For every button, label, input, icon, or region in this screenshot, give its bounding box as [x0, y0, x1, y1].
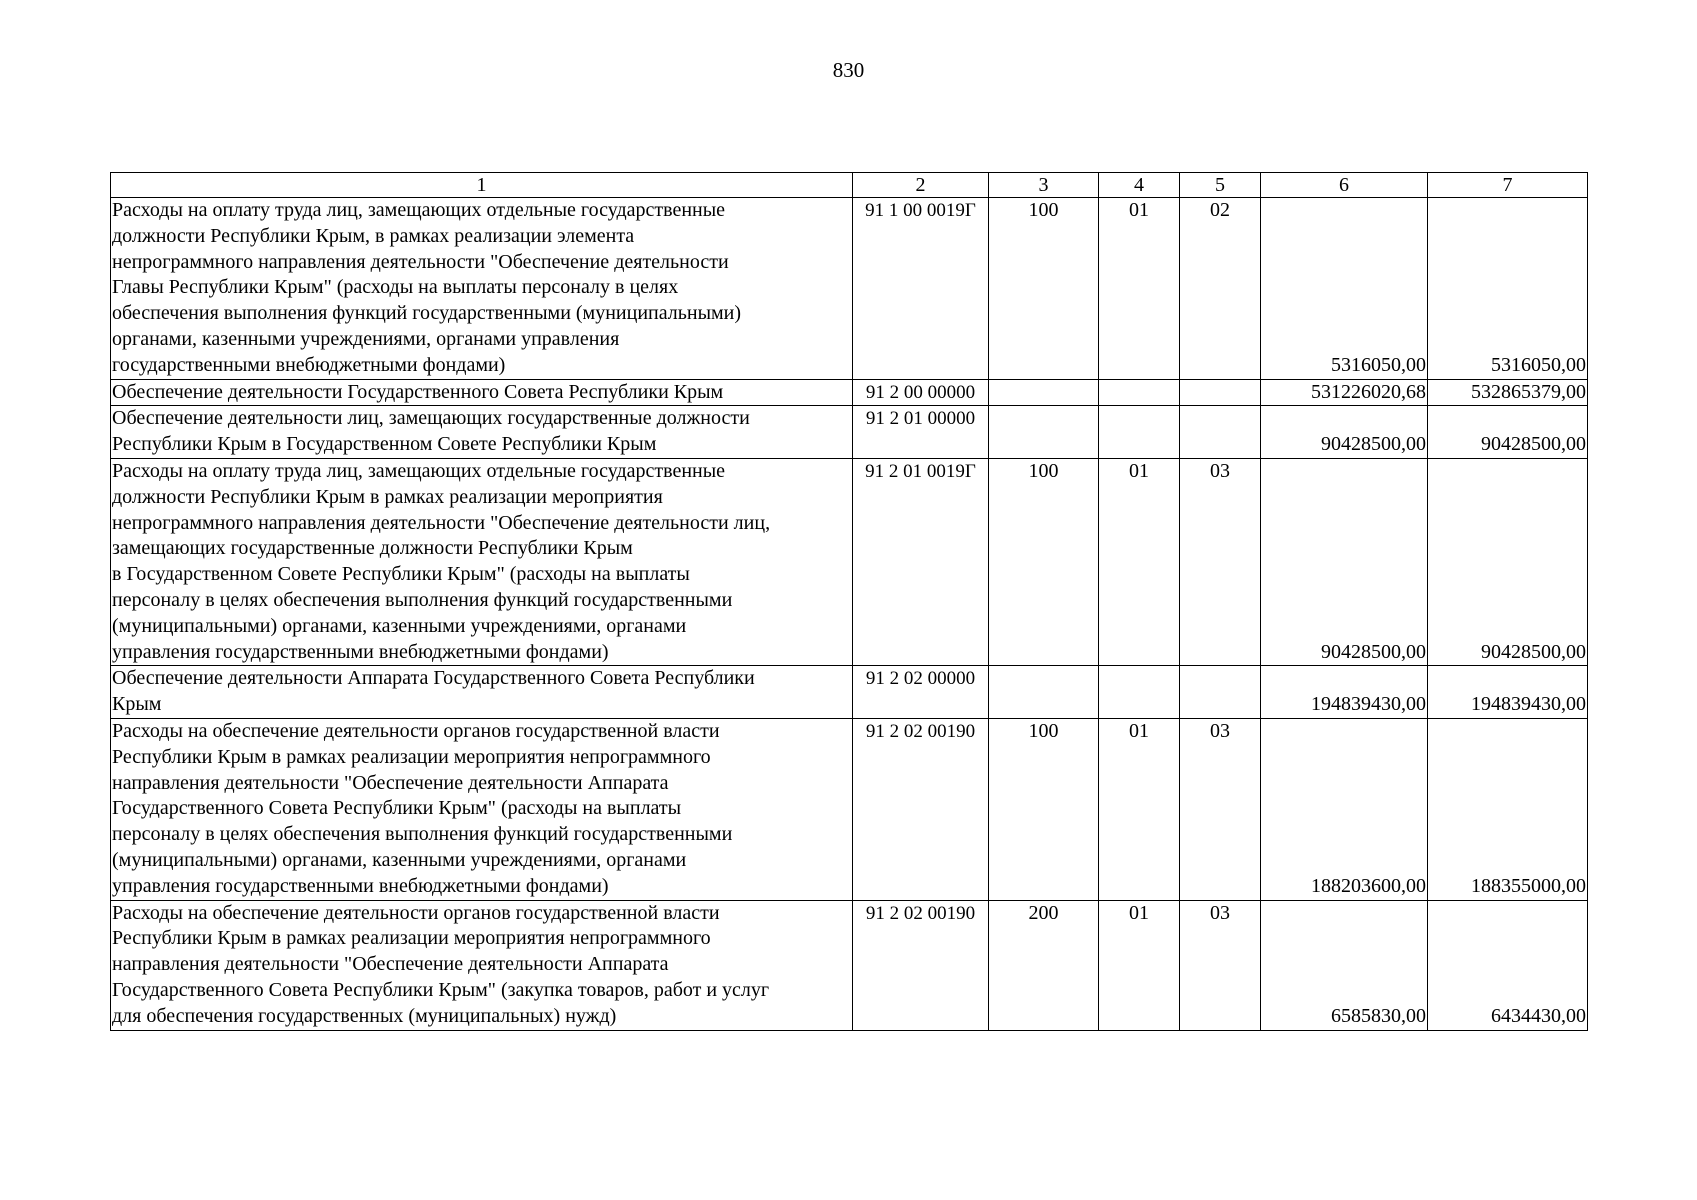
row-expense-type-cell: 200 [989, 900, 1099, 1030]
row-expense-type-cell [989, 379, 1099, 406]
row-amount-1-cell: 194839430,00 [1261, 666, 1428, 719]
row-amount-1-cell: 6585830,00 [1261, 900, 1428, 1030]
column-header-5: 5 [1180, 173, 1261, 198]
row-expense-type-cell [989, 406, 1099, 459]
row-subsection-cell: 03 [1180, 900, 1261, 1030]
row-subsection-cell [1180, 666, 1261, 719]
row-amount-2-cell: 5316050,00 [1428, 198, 1588, 380]
row-amount-2-cell: 194839430,00 [1428, 666, 1588, 719]
table-row [111, 718, 1588, 900]
table-header-row [111, 173, 1588, 198]
row-code-cell: 91 2 01 00000 [853, 406, 989, 459]
row-code-cell: 91 1 00 0019Г [853, 198, 989, 380]
column-header-3: 3 [989, 173, 1099, 198]
table-row [111, 458, 1588, 665]
row-name-cell: Расходы на оплату труда лиц, замещающих отдельные государственные должности Республики Крым в рамках реализации мероприятия непрограммного направления деятельности "Обеспечение деятельности лиц, замещающих государственные должности Республики Крым в Государственном Совете Республики Крым" (расходы на выплаты персоналу в целях обеспечения выполнения функций государственными (муниципальными) органами, казенными учреждениями, органами управления государственными внебюджетными фондами) [111, 458, 853, 665]
column-header-2: 2 [853, 173, 989, 198]
row-amount-1-cell: 531226020,68 [1261, 379, 1428, 406]
row-expense-type-cell: 100 [989, 718, 1099, 900]
page-number: 830 [832, 58, 865, 82]
row-amount-2-cell: 6434430,00 [1428, 900, 1588, 1030]
row-name-cell: Обеспечение деятельности Государственного Совета Республики Крым [111, 379, 853, 406]
row-amount-1-cell: 5316050,00 [1261, 198, 1428, 380]
column-header-6: 6 [1261, 173, 1428, 198]
column-header-1: 1 [111, 173, 853, 198]
row-section-cell [1099, 406, 1180, 459]
row-section-cell [1099, 379, 1180, 406]
row-subsection-cell [1180, 406, 1261, 459]
row-section-cell: 01 [1099, 198, 1180, 380]
row-code-cell: 91 2 02 00190 [853, 900, 989, 1030]
row-name-cell: Расходы на оплату труда лиц, замещающих отдельные государственные должности Республики Крым, в рамках реализации элемента непрограммного направления деятельности "Обеспечение деятельности Главы Республики Крым" (расходы на выплаты персоналу в целях обеспечения выполнения функций государственными (муниципальными) органами, казенными учреждениями, органами управления государственными внебюджетными фондами) [111, 198, 853, 380]
row-name-cell: Обеспечение деятельности Аппарата Государственного Совета Республики Крым [111, 666, 853, 719]
table-row [111, 666, 1588, 719]
budget-table [110, 172, 1588, 1031]
row-code-cell: 91 2 01 0019Г [853, 458, 989, 665]
row-amount-1-cell: 188203600,00 [1261, 718, 1428, 900]
row-expense-type-cell: 100 [989, 458, 1099, 665]
row-amount-1-cell: 90428500,00 [1261, 458, 1428, 665]
row-amount-2-cell: 532865379,00 [1428, 379, 1588, 406]
column-header-4: 4 [1099, 173, 1180, 198]
row-name-cell: Обеспечение деятельности лиц, замещающих государственные должности Республики Крым в Государственном Совете Республики Крым [111, 406, 853, 459]
row-code-cell: 91 2 02 00000 [853, 666, 989, 719]
row-amount-2-cell: 90428500,00 [1428, 406, 1588, 459]
row-amount-2-cell: 188355000,00 [1428, 718, 1588, 900]
row-section-cell: 01 [1099, 458, 1180, 665]
row-section-cell: 01 [1099, 718, 1180, 900]
row-section-cell: 01 [1099, 900, 1180, 1030]
row-subsection-cell [1180, 379, 1261, 406]
table-row [111, 198, 1588, 380]
table-row [111, 406, 1588, 459]
row-subsection-cell: 03 [1180, 458, 1261, 665]
row-code-cell: 91 2 02 00190 [853, 718, 989, 900]
row-subsection-cell: 02 [1180, 198, 1261, 380]
row-amount-2-cell: 90428500,00 [1428, 458, 1588, 665]
table-row [111, 379, 1588, 406]
row-name-cell: Расходы на обеспечение деятельности органов государственной власти Республики Крым в рамках реализации мероприятия непрограммного направления деятельности "Обеспечение деятельности Аппарата Государственного Совета Республики Крым" (расходы на выплаты персоналу в целях обеспечения выполнения функций государственными (муниципальными) органами, казенными учреждениями, органами управления государственными внебюджетными фондами) [111, 718, 853, 900]
row-section-cell [1099, 666, 1180, 719]
row-expense-type-cell [989, 666, 1099, 719]
row-code-cell: 91 2 00 00000 [853, 379, 989, 406]
row-name-cell: Расходы на обеспечение деятельности органов государственной власти Республики Крым в рамках реализации мероприятия непрограммного направления деятельности "Обеспечение деятельности Аппарата Государственного Совета Республики Крым" (закупка товаров, работ и услуг для обеспечения государственных (муниципальных) нужд) [111, 900, 853, 1030]
table-row [111, 900, 1588, 1030]
row-amount-1-cell: 90428500,00 [1261, 406, 1428, 459]
row-expense-type-cell: 100 [989, 198, 1099, 380]
column-header-7: 7 [1428, 173, 1588, 198]
row-subsection-cell: 03 [1180, 718, 1261, 900]
